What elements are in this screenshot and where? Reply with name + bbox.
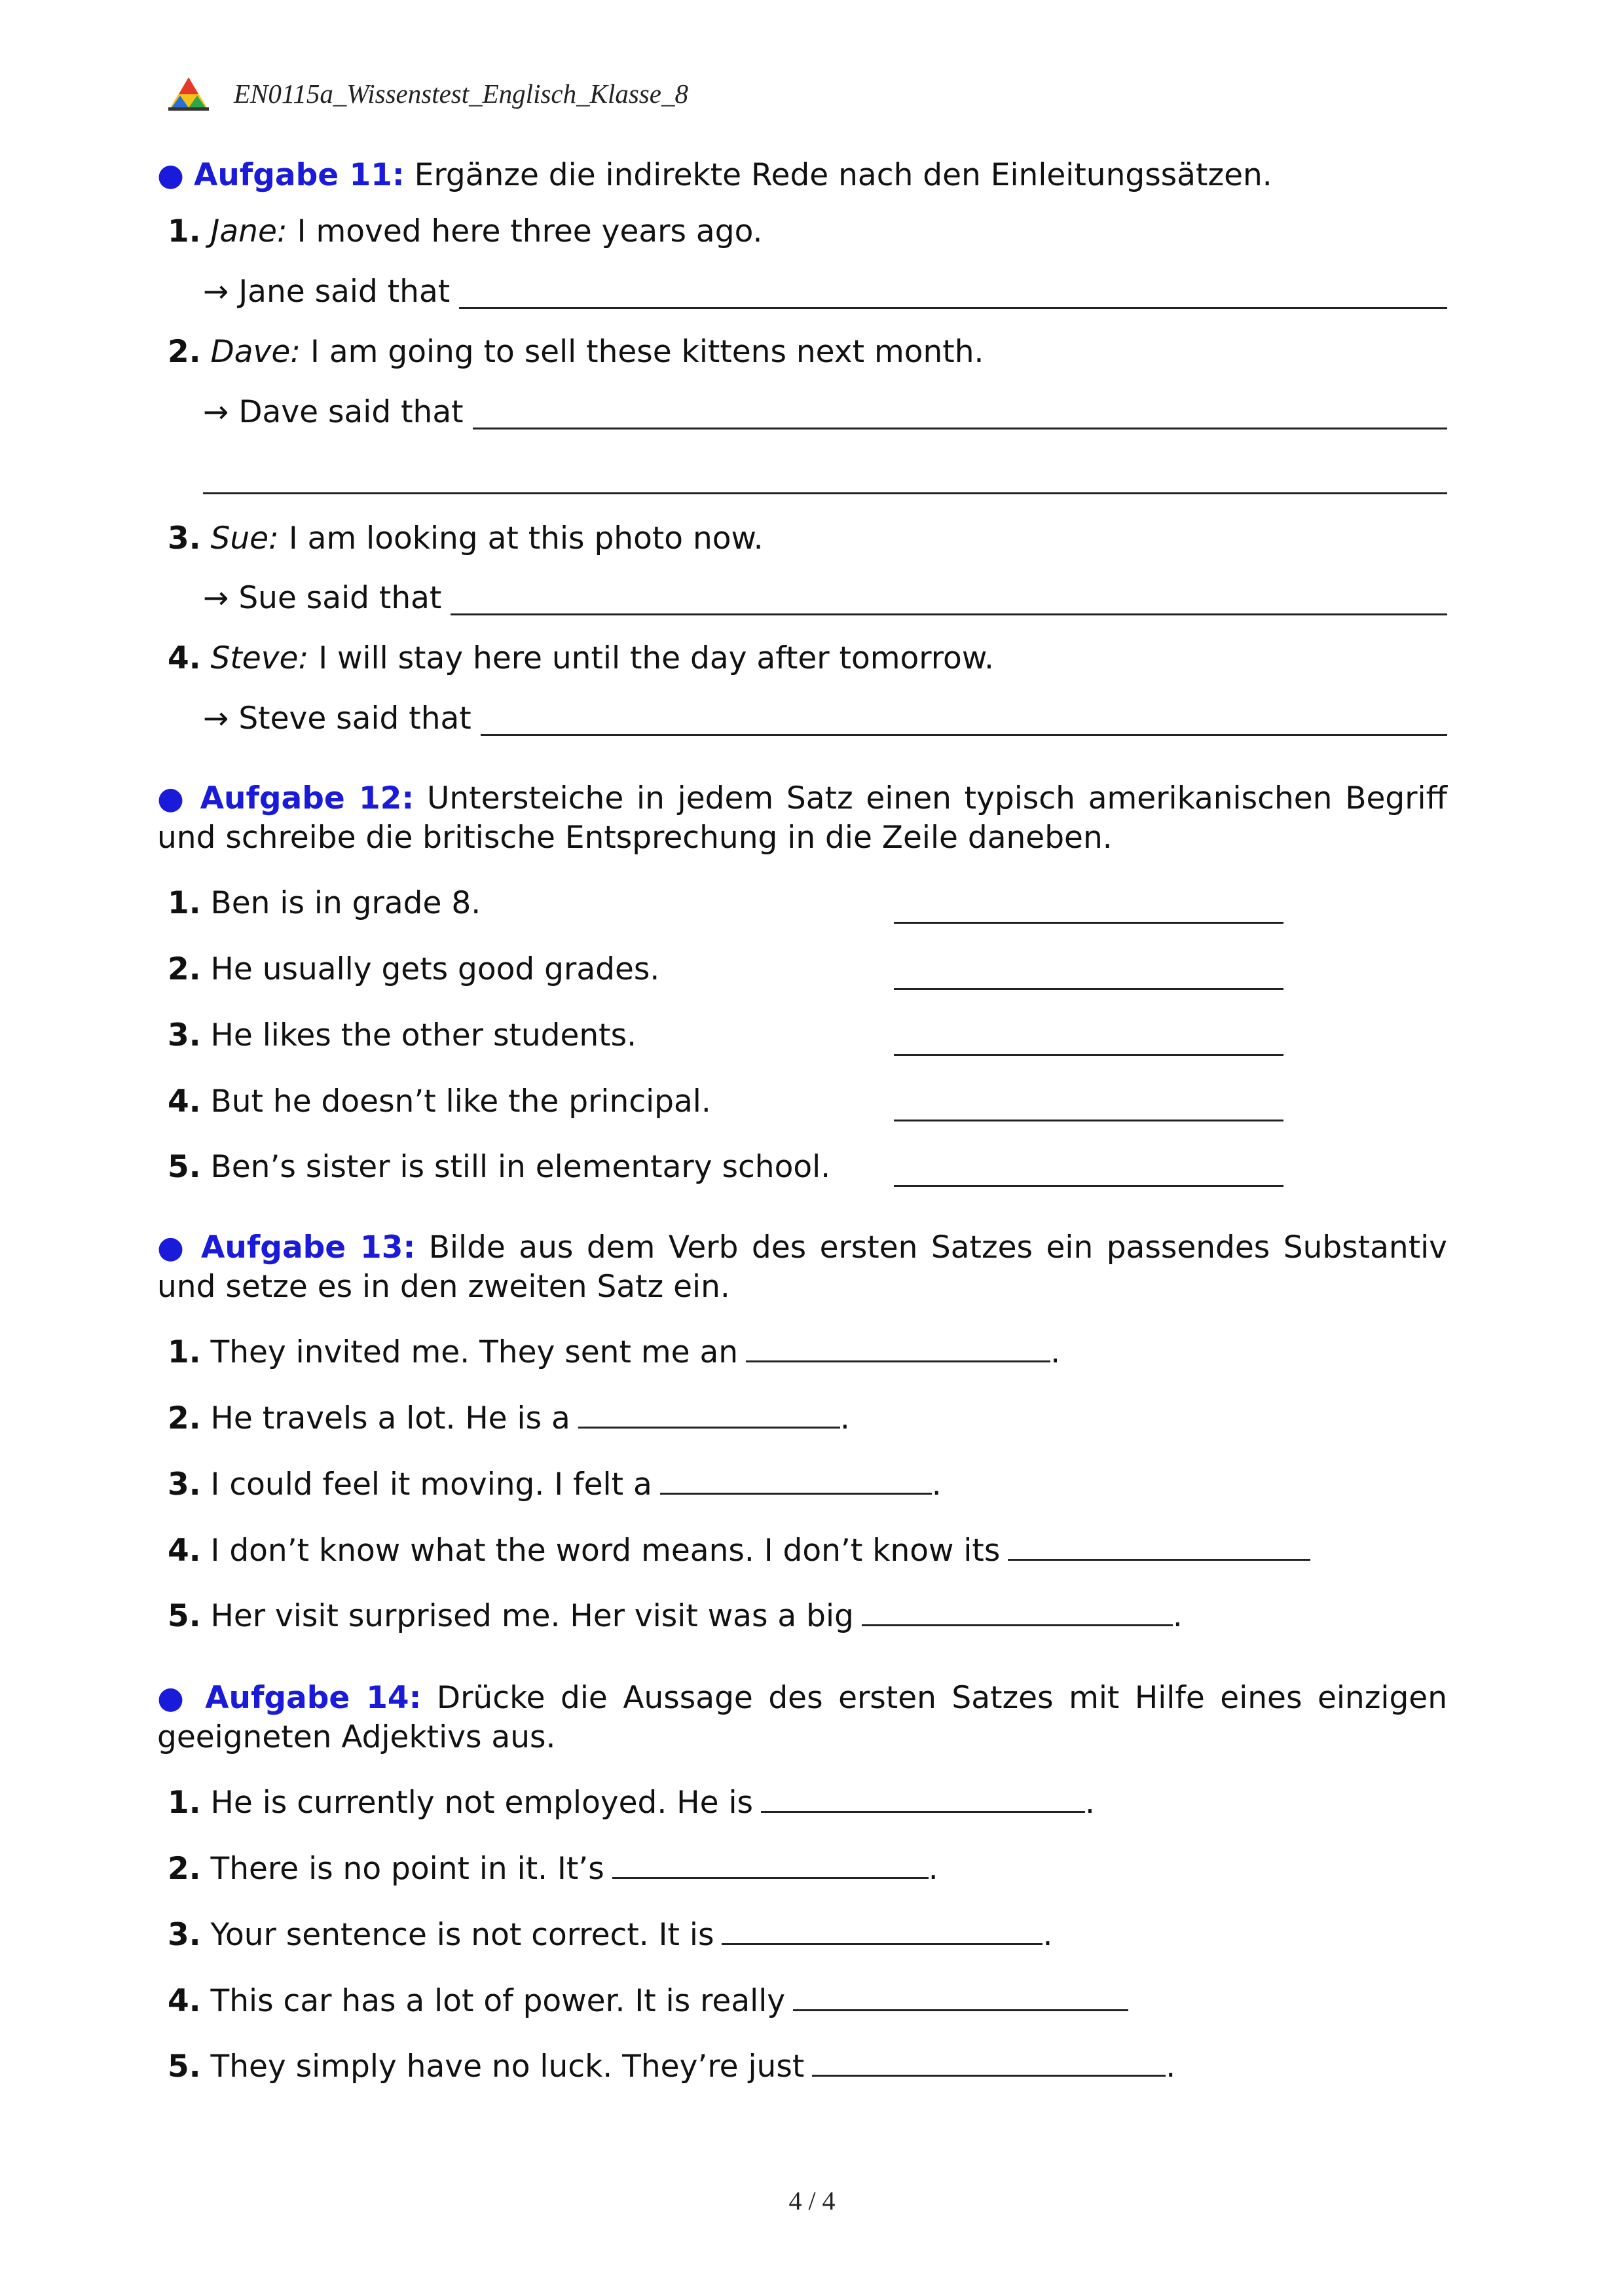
answer-line[interactable] xyxy=(894,1185,1283,1187)
list-item: 4. This car has a lot of power. It is really xyxy=(168,1982,1128,2021)
list-item: 3. Sue: I am looking at this photo now. xyxy=(168,520,764,556)
bullet-icon: ● xyxy=(157,1230,188,1266)
list-item: 3. I could feel it moving. I felt a . xyxy=(168,1467,942,1503)
aufgabe-13-heading xyxy=(157,1228,1447,1307)
answer-line[interactable] xyxy=(459,281,1447,309)
answer-blank[interactable] xyxy=(612,1851,929,1879)
answer-blank[interactable] xyxy=(578,1400,840,1429)
answer-line-continuation[interactable] xyxy=(203,492,1447,494)
list-item: 1. Ben is in grade 8. xyxy=(168,885,481,921)
task-label: Aufgabe 14: xyxy=(205,1680,422,1716)
answer-blank[interactable] xyxy=(660,1467,932,1495)
document-header xyxy=(167,74,688,113)
aufgabe-12 xyxy=(157,779,1447,1211)
list-item: 1. He is currently not employed. He is . xyxy=(168,1785,1095,1821)
list-item: 4. But he doesn’t like the principal. xyxy=(168,1084,711,1120)
bullet-icon: ● xyxy=(157,157,185,193)
answer-row xyxy=(203,699,1447,738)
answer-blank[interactable] xyxy=(862,1598,1173,1626)
task-label: Aufgabe 11: xyxy=(193,157,405,193)
answer-blank[interactable] xyxy=(722,1917,1043,1945)
answer-line[interactable] xyxy=(894,922,1283,924)
document-title: EN0115a_Wissenstest_Englisch_Klasse_8 xyxy=(234,79,688,109)
answer-blank[interactable] xyxy=(761,1785,1085,1813)
answer-row xyxy=(203,579,1447,618)
aufgabe-14 xyxy=(157,1679,1447,2111)
aufgabe-12-heading xyxy=(157,779,1447,858)
answer-blank[interactable] xyxy=(1008,1533,1310,1561)
answer-line[interactable] xyxy=(481,708,1447,736)
answer-prompt: → Steve said that xyxy=(203,701,471,737)
list-item: 5. They simply have no luck. They’re just . xyxy=(168,2049,1176,2085)
aufgabe-11-heading xyxy=(157,156,1447,195)
list-item: 3. He likes the other students. xyxy=(168,1017,637,1053)
list-item: 2. He usually gets good grades. xyxy=(168,951,660,987)
list-item: 1. They invited me. They sent me an . xyxy=(168,1334,1061,1370)
answer-row xyxy=(203,393,1447,432)
task-label: Aufgabe 12: xyxy=(200,780,415,816)
list-item: 2. There is no point in it. It’s . xyxy=(168,1851,938,1887)
task-instruction: Ergänze die indirekte Rede nach den Einleitungssätzen. xyxy=(414,157,1272,193)
list-item: 1. Jane: I moved here three years ago. xyxy=(168,213,763,249)
list-item: 3. Your sentence is not correct. It is . xyxy=(168,1917,1053,1953)
answer-row xyxy=(203,272,1447,312)
answer-blank[interactable] xyxy=(746,1334,1050,1362)
bullet-icon: ● xyxy=(157,780,187,816)
answer-prompt: → Dave said that xyxy=(203,394,464,430)
answer-prompt: → Jane said that xyxy=(203,274,451,310)
answer-line[interactable] xyxy=(894,1054,1283,1056)
answer-line[interactable] xyxy=(894,1120,1283,1121)
list-item: 2. He travels a lot. He is a . xyxy=(168,1400,850,1436)
answer-blank[interactable] xyxy=(812,2049,1166,2077)
page-number: 4 / 4 xyxy=(788,2186,836,2215)
task-label: Aufgabe 13: xyxy=(201,1230,416,1266)
answer-line[interactable] xyxy=(473,401,1447,429)
list-item: 5. Ben’s sister is still in elementary school. xyxy=(168,1149,831,1185)
task-instruction: Drücke die Aussage des ersten Satzes mit Hilfe eines einzigen geeigneten Adjektivs aus. xyxy=(157,1680,1447,1755)
answer-prompt: → Sue said that xyxy=(203,580,442,616)
list-item: 5. Her visit surprised me. Her visit was a big . xyxy=(168,1598,1183,1634)
task-instruction: Bilde aus dem Verb des ersten Satzes ein passendes Substantiv und setze es in den zweiten Satz ein. xyxy=(157,1230,1447,1305)
bullet-icon: ● xyxy=(157,1680,190,1716)
aufgabe-14-heading xyxy=(157,1679,1447,1757)
list-item: 2. Dave: I am going to sell these kittens next month. xyxy=(168,334,984,370)
logo-icon xyxy=(167,76,210,111)
task-instruction: Untersteiche in jedem Satz einen typisch amerikanischen Begriff und schreibe die britische Entsprechung in die Zeile daneben. xyxy=(157,780,1447,856)
answer-line[interactable] xyxy=(894,988,1283,990)
answer-blank[interactable] xyxy=(793,1983,1128,2011)
aufgabe-11 xyxy=(157,156,1447,745)
aufgabe-13 xyxy=(157,1228,1447,1647)
answer-line[interactable] xyxy=(451,587,1447,615)
list-item: 4. I don’t know what the word means. I don’t know its xyxy=(168,1531,1310,1571)
list-item: 4. Steve: I will stay here until the day after tomorrow. xyxy=(168,640,994,676)
